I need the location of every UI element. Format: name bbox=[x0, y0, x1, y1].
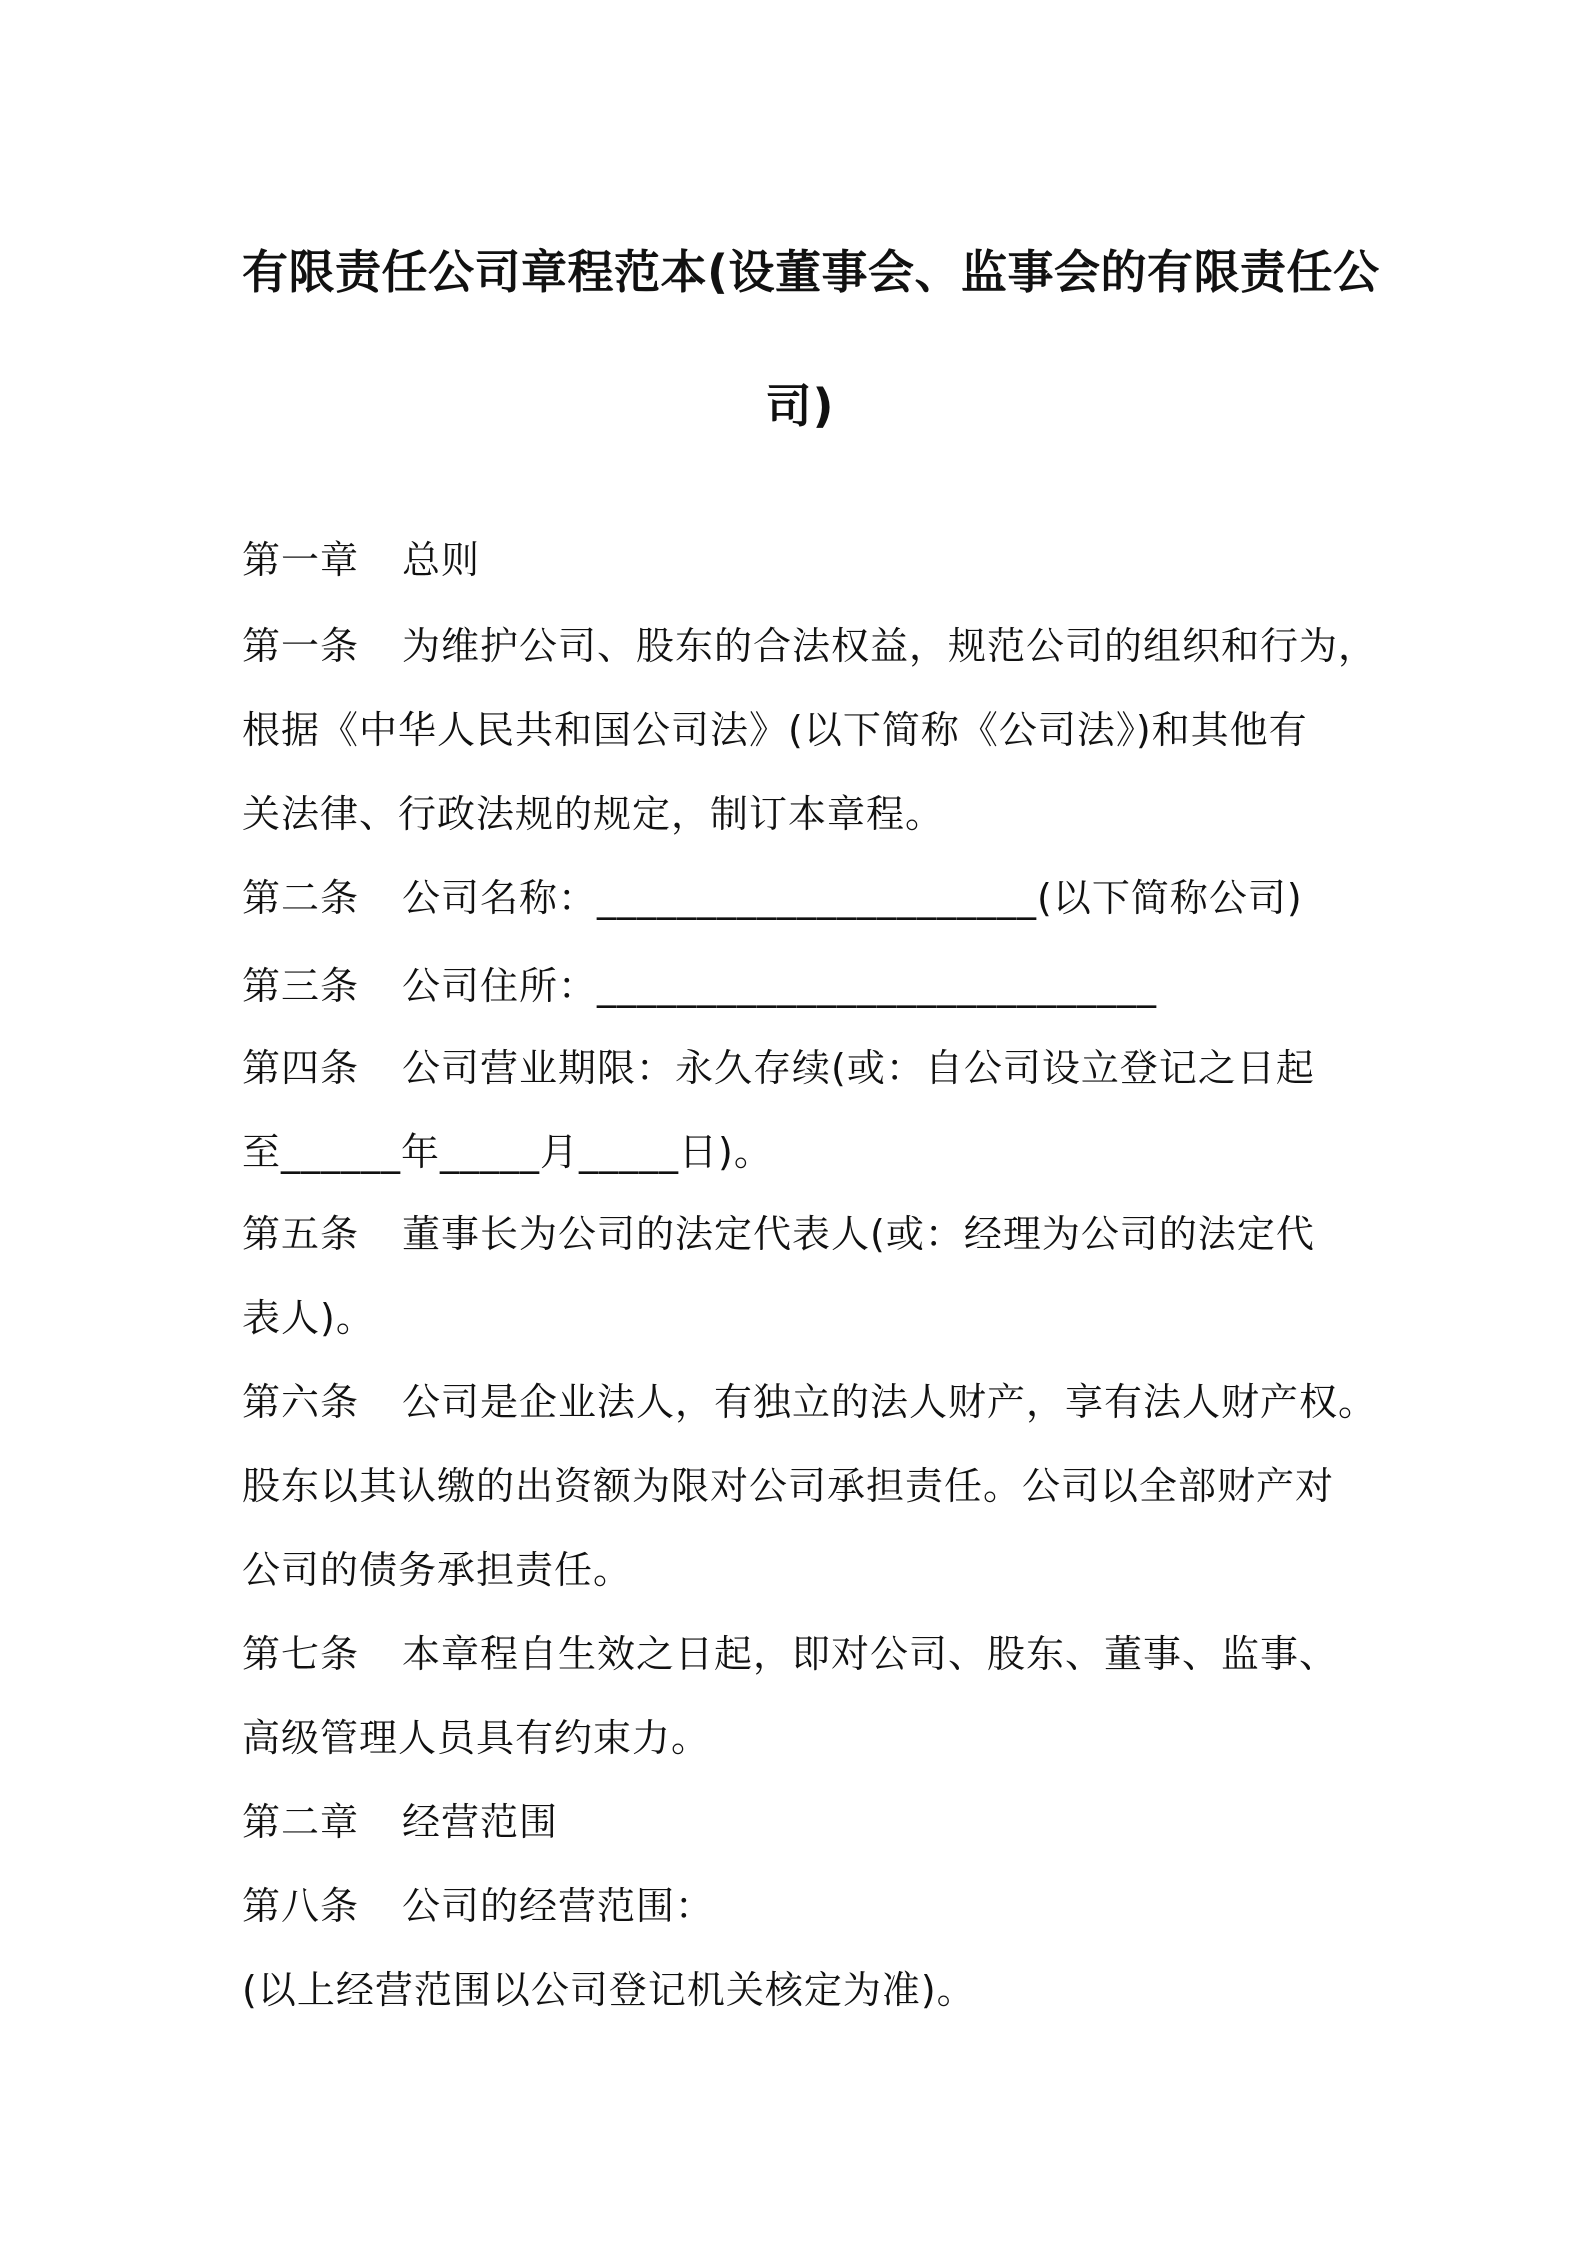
article-label: 第一条 bbox=[242, 624, 360, 668]
title-line-1: 有限责任公司章程范本(设董事会、监事会的有限责任公 bbox=[242, 245, 1380, 299]
chapter-heading-2 bbox=[242, 1798, 558, 1846]
article-text: 本章程自生效之日起，即对公司、股东、董事、监事、 bbox=[402, 1632, 1339, 1676]
article-3 bbox=[242, 962, 1157, 1010]
article-text: 董事长为公司的法定代表人(或：经理为公司的法定代 bbox=[402, 1212, 1315, 1256]
article-text: 为维护公司、股东的合法权益，规范公司的组织和行为， bbox=[402, 624, 1378, 668]
article-8 bbox=[242, 1882, 714, 1930]
article-6-line-2: 股东以其认缴的出资额为限对公司承担责任。公司以全部财产对 bbox=[242, 1464, 1335, 1508]
article-label: 第六条 bbox=[242, 1380, 360, 1424]
article-text: 公司是企业法人，有独立的法人财产，享有法人财产权。 bbox=[402, 1380, 1378, 1424]
article-text: 公司的经营范围： bbox=[402, 1884, 715, 1928]
article-label: 第四条 bbox=[242, 1046, 360, 1090]
article-6-line-1 bbox=[242, 1378, 1377, 1426]
article-5-line-2: 表人)。 bbox=[242, 1296, 375, 1340]
title-line-2: 司) bbox=[765, 379, 835, 433]
article-text: 公司名称：______________________(以下简称公司) bbox=[402, 876, 1303, 920]
article-label: 第八条 bbox=[242, 1884, 360, 1928]
article-1-line-2: 根据《中华人民共和国公司法》(以下简称《公司法》)和其他有 bbox=[242, 708, 1308, 752]
article-1-line-3: 关法律、行政法规的规定，制订本章程。 bbox=[242, 792, 945, 836]
article-8-note: (以上经营范围以公司登记机关核定为准)。 bbox=[242, 1968, 976, 2012]
article-7-line-1 bbox=[242, 1630, 1338, 1678]
chapter-title: 经营范围 bbox=[402, 1800, 559, 1844]
article-label: 第二条 bbox=[242, 876, 360, 920]
article-label: 第五条 bbox=[242, 1212, 360, 1256]
article-6-line-3: 公司的债务承担责任。 bbox=[242, 1548, 633, 1592]
chapter-label: 第二章 bbox=[242, 1800, 360, 1844]
article-text: 公司营业期限：永久存续(或：自公司设立登记之日起 bbox=[402, 1046, 1315, 1090]
article-5-line-1 bbox=[242, 1210, 1315, 1258]
chapter-label: 第一章 bbox=[242, 538, 360, 582]
article-7-line-2: 高级管理人员具有约束力。 bbox=[242, 1716, 711, 1760]
article-4-line-1 bbox=[242, 1044, 1315, 1092]
article-label: 第七条 bbox=[242, 1632, 360, 1676]
article-1-line-1 bbox=[242, 622, 1377, 670]
article-label: 第三条 bbox=[242, 964, 360, 1008]
chapter-title: 总则 bbox=[402, 538, 481, 582]
chapter-heading-1 bbox=[242, 536, 480, 584]
document-title bbox=[240, 205, 1380, 473]
article-text: 公司住所：____________________________ bbox=[402, 964, 1158, 1008]
article-2 bbox=[242, 874, 1303, 922]
article-4-line-2: 至______年_____月_____日)。 bbox=[242, 1130, 773, 1174]
